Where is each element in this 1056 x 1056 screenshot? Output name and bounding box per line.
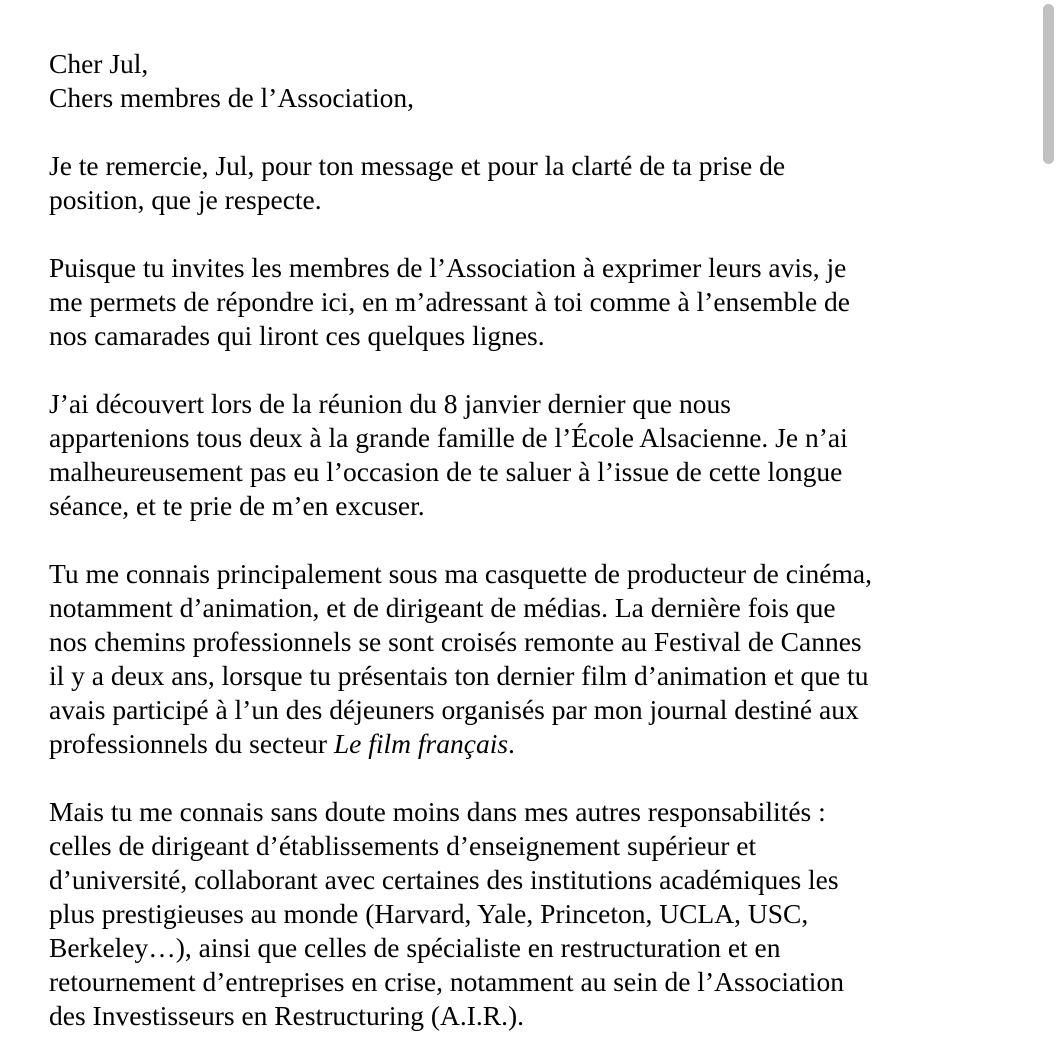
text-line: il y a deux ans, lorsque tu présentais ton dernier film d’animation et que tu bbox=[49, 660, 869, 691]
paragraph-responsibilities bbox=[49, 795, 1009, 1033]
paragraph-reply bbox=[49, 251, 1009, 353]
text-line: Mais tu me connais sans doute moins dans mes autres responsabilités : bbox=[49, 796, 826, 827]
text-line: nos chemins professionnels se sont croisés remonte au Festival de Cannes bbox=[49, 626, 862, 657]
text-line: d’université, collaborant avec certaines des institutions académiques les bbox=[49, 864, 839, 895]
greeting-paragraph bbox=[49, 47, 1009, 115]
text-line: nos camarades qui liront ces quelques lignes. bbox=[49, 320, 545, 351]
text-line: position, que je respecte. bbox=[49, 184, 322, 215]
vertical-scrollbar[interactable] bbox=[1042, 0, 1056, 1056]
text-line: des Investisseurs en Restructuring (A.I.R.). bbox=[49, 1000, 525, 1031]
text-line: J’ai découvert lors de la réunion du 8 janvier dernier que nous bbox=[49, 388, 731, 419]
text-line: Puisque tu invites les membres de l’Association à exprimer leurs avis, je bbox=[49, 252, 847, 283]
text-line: Tu me connais principalement sous ma casquette de producteur de cinéma, bbox=[49, 558, 872, 589]
text-fragment: professionnels du secteur bbox=[49, 728, 334, 759]
paragraph-thanks bbox=[49, 149, 1009, 217]
text-line: me permets de répondre ici, en m’adressant à toi comme à l’ensemble de bbox=[49, 286, 851, 317]
text-line: avais participé à l’un des déjeuners organisés par mon journal destiné aux bbox=[49, 694, 859, 725]
greeting-line: Cher Jul, bbox=[49, 48, 149, 79]
text-line: notamment d’animation, et de dirigeant de médias. La dernière fois que bbox=[49, 592, 836, 623]
text-line bbox=[49, 727, 1009, 761]
greeting-line: Chers membres de l’Association, bbox=[49, 82, 415, 113]
text-line: retournement d’entreprises en crise, notamment au sein de l’Association bbox=[49, 966, 844, 997]
paragraph-meeting bbox=[49, 387, 1009, 523]
paragraph-producer bbox=[49, 557, 1009, 761]
text-line: celles de dirigeant d’établissements d’enseignement supérieur et bbox=[49, 830, 757, 861]
text-line: Berkeley…), ainsi que celles de spécialiste en restructuration et en bbox=[49, 932, 781, 963]
letter-body bbox=[49, 47, 1009, 1056]
text-line: appartenions tous deux à la grande famille de l’École Alsacienne. Je n’ai bbox=[49, 422, 848, 453]
text-line: Je te remercie, Jul, pour ton message et pour la clarté de ta prise de bbox=[49, 150, 786, 181]
scrollbar-thumb[interactable] bbox=[1043, 4, 1054, 164]
text-fragment: . bbox=[508, 728, 515, 759]
journal-title: Le film français bbox=[333, 728, 509, 759]
text-line: malheureusement pas eu l’occasion de te saluer à l’issue de cette longue bbox=[49, 456, 843, 487]
text-line: plus prestigieuses au monde (Harvard, Yale, Princeton, UCLA, USC, bbox=[49, 898, 809, 929]
text-line: séance, et te prie de m’en excuser. bbox=[49, 490, 425, 521]
